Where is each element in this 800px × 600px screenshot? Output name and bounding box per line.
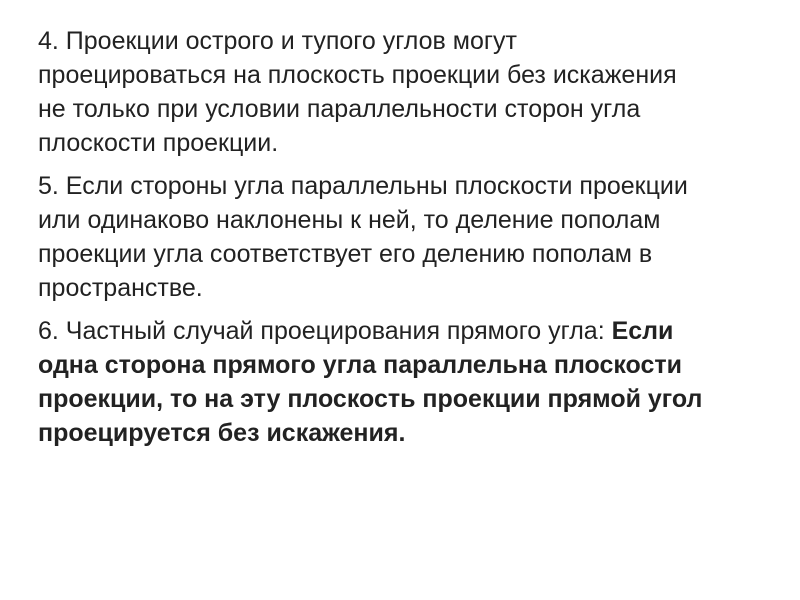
paragraph-6-bold-line-3: проекции, то на эту плоскость проекции прямой угол [38, 385, 703, 413]
paragraph-6-bold-line-2: одна сторона прямого угла параллельна плоскости [38, 351, 682, 379]
paragraph-4-line-1: 4. Проекции острого и тупого углов могут [38, 27, 517, 55]
paragraph-5-line-4: пространстве. [38, 274, 203, 302]
paragraph-4 [38, 24, 794, 160]
paragraph-5-line-2: или одинаково наклонены к ней, то деление пополам [38, 206, 661, 234]
slide-text-body [38, 24, 794, 450]
paragraph-5-line-3: проекции угла соответствует его делению пополам в [38, 240, 653, 268]
paragraph-5 [38, 169, 794, 305]
paragraph-6-line-1 [38, 314, 794, 348]
paragraph-5-line-1: 5. Если стороны угла параллельны плоскости проекции [38, 172, 688, 200]
paragraph-4-line-3: не только при условии параллельности сторон угла [38, 95, 641, 123]
paragraph-6-bold-start: Если [611, 317, 674, 345]
paragraph-6 [38, 314, 794, 450]
paragraph-6-bold-line-4: проецируется без искажения. [38, 419, 406, 447]
paragraph-6-intro-text: 6. Частный случай проецирования прямого угла: [38, 317, 612, 345]
paragraph-4-line-4: плоскости проекции. [38, 129, 279, 157]
paragraph-4-line-2: проецироваться на плоскость проекции без искажения [38, 61, 677, 89]
